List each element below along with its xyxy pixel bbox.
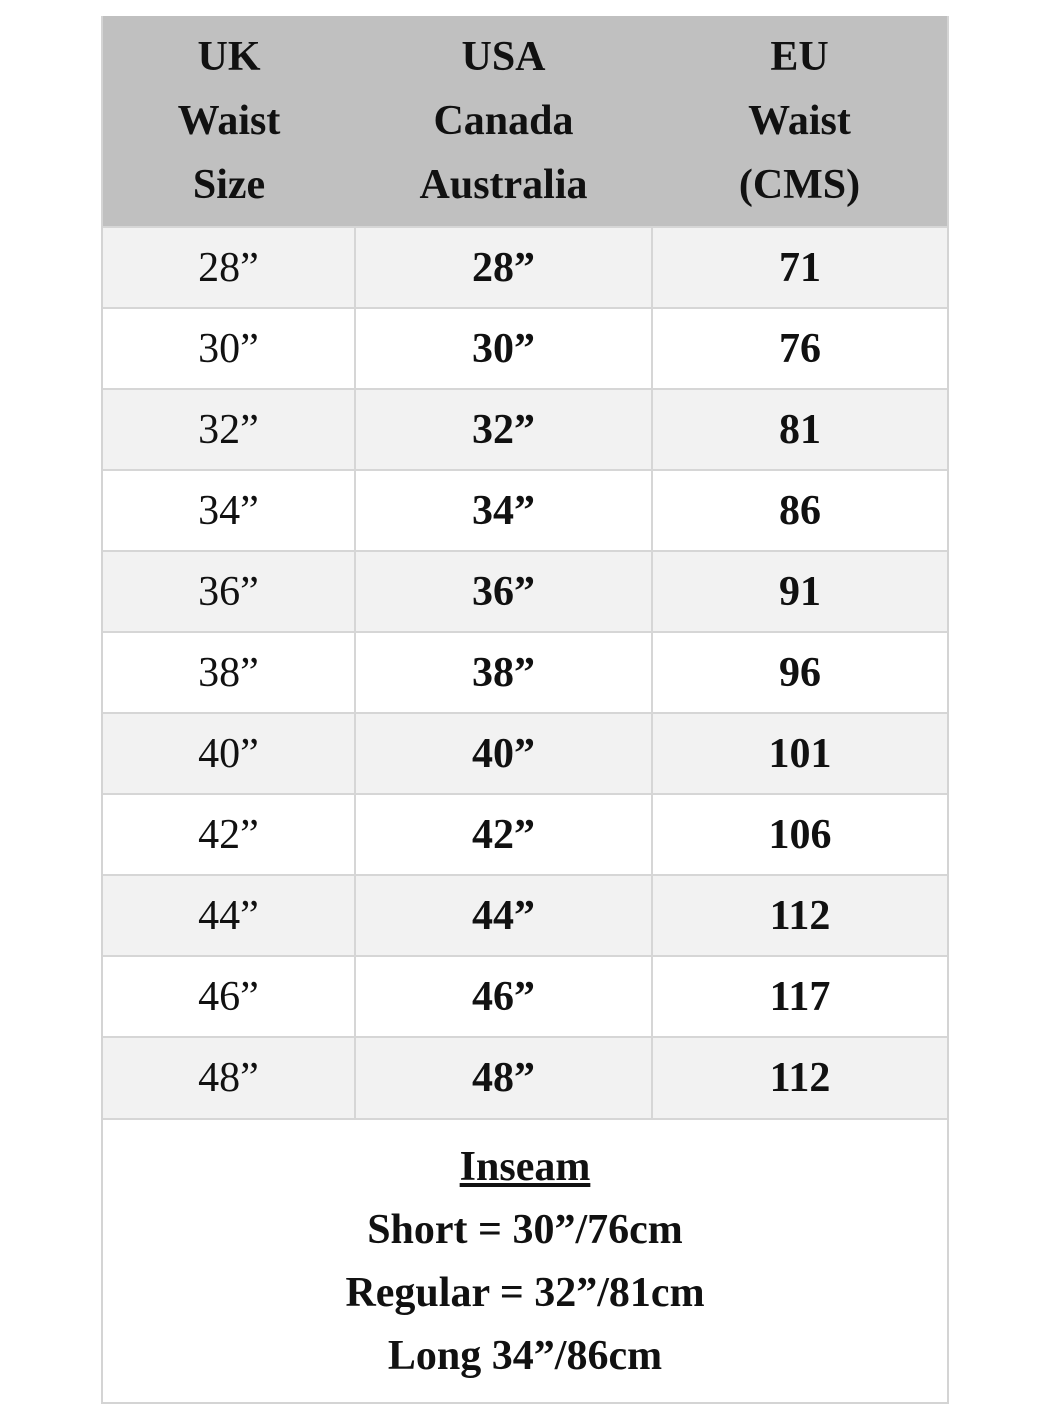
usa-size-cell: 48” <box>355 1037 652 1118</box>
table-row <box>103 632 947 713</box>
header-usa-line: USA <box>461 34 546 80</box>
eu-size-cell: 101 <box>652 713 947 794</box>
inseam-title: Inseam <box>459 1144 591 1190</box>
table-row <box>103 308 947 389</box>
usa-size-cell: 28” <box>355 227 652 308</box>
header-eu-line: (CMS) <box>738 162 861 208</box>
header-usa-line: Canada <box>433 98 574 144</box>
header-uk-line: Waist <box>177 98 281 144</box>
usa-size-cell: 44” <box>355 875 652 956</box>
table-row <box>103 713 947 794</box>
header-usa <box>355 16 652 227</box>
header-eu <box>652 16 947 227</box>
eu-size-cell: 91 <box>652 551 947 632</box>
table-row <box>103 794 947 875</box>
usa-size-cell: 36” <box>355 551 652 632</box>
eu-size-cell: 106 <box>652 794 947 875</box>
usa-size-cell: 42” <box>355 794 652 875</box>
table-row <box>103 956 947 1037</box>
usa-size-cell: 32” <box>355 389 652 470</box>
inseam-regular: Regular = 32”/81cm <box>345 1270 705 1316</box>
uk-size-cell: 38” <box>103 632 355 713</box>
uk-size-cell: 44” <box>103 875 355 956</box>
header-uk-line: Size <box>192 162 266 208</box>
inseam-section <box>103 1118 947 1402</box>
header-eu-line: EU <box>770 34 829 80</box>
table-row <box>103 227 947 308</box>
uk-size-cell: 32” <box>103 389 355 470</box>
uk-size-cell: 46” <box>103 956 355 1037</box>
eu-size-cell: 76 <box>652 308 947 389</box>
usa-size-cell: 38” <box>355 632 652 713</box>
uk-size-cell: 34” <box>103 470 355 551</box>
usa-size-cell: 40” <box>355 713 652 794</box>
inseam-short: Short = 30”/76cm <box>367 1207 683 1253</box>
table-row <box>103 389 947 470</box>
eu-size-cell: 112 <box>652 1037 947 1118</box>
uk-size-cell: 40” <box>103 713 355 794</box>
uk-size-cell: 30” <box>103 308 355 389</box>
table-row <box>103 470 947 551</box>
usa-size-cell: 30” <box>355 308 652 389</box>
uk-size-cell: 36” <box>103 551 355 632</box>
table-row <box>103 551 947 632</box>
eu-size-cell: 96 <box>652 632 947 713</box>
eu-size-cell: 117 <box>652 956 947 1037</box>
eu-size-cell: 86 <box>652 470 947 551</box>
header-uk <box>103 16 355 227</box>
usa-size-cell: 46” <box>355 956 652 1037</box>
eu-size-cell: 81 <box>652 389 947 470</box>
eu-size-cell: 71 <box>652 227 947 308</box>
header-usa-line: Australia <box>419 162 588 208</box>
eu-size-cell: 112 <box>652 875 947 956</box>
uk-size-cell: 42” <box>103 794 355 875</box>
waist-size-table <box>103 16 947 1118</box>
table-row <box>103 875 947 956</box>
table-row <box>103 1037 947 1118</box>
size-chart <box>101 16 949 1404</box>
usa-size-cell: 34” <box>355 470 652 551</box>
header-row <box>103 16 947 227</box>
uk-size-cell: 28” <box>103 227 355 308</box>
header-eu-line: Waist <box>748 98 851 144</box>
inseam-long: Long 34”/86cm <box>387 1333 663 1379</box>
header-uk-line: UK <box>197 34 261 80</box>
uk-size-cell: 48” <box>103 1037 355 1118</box>
